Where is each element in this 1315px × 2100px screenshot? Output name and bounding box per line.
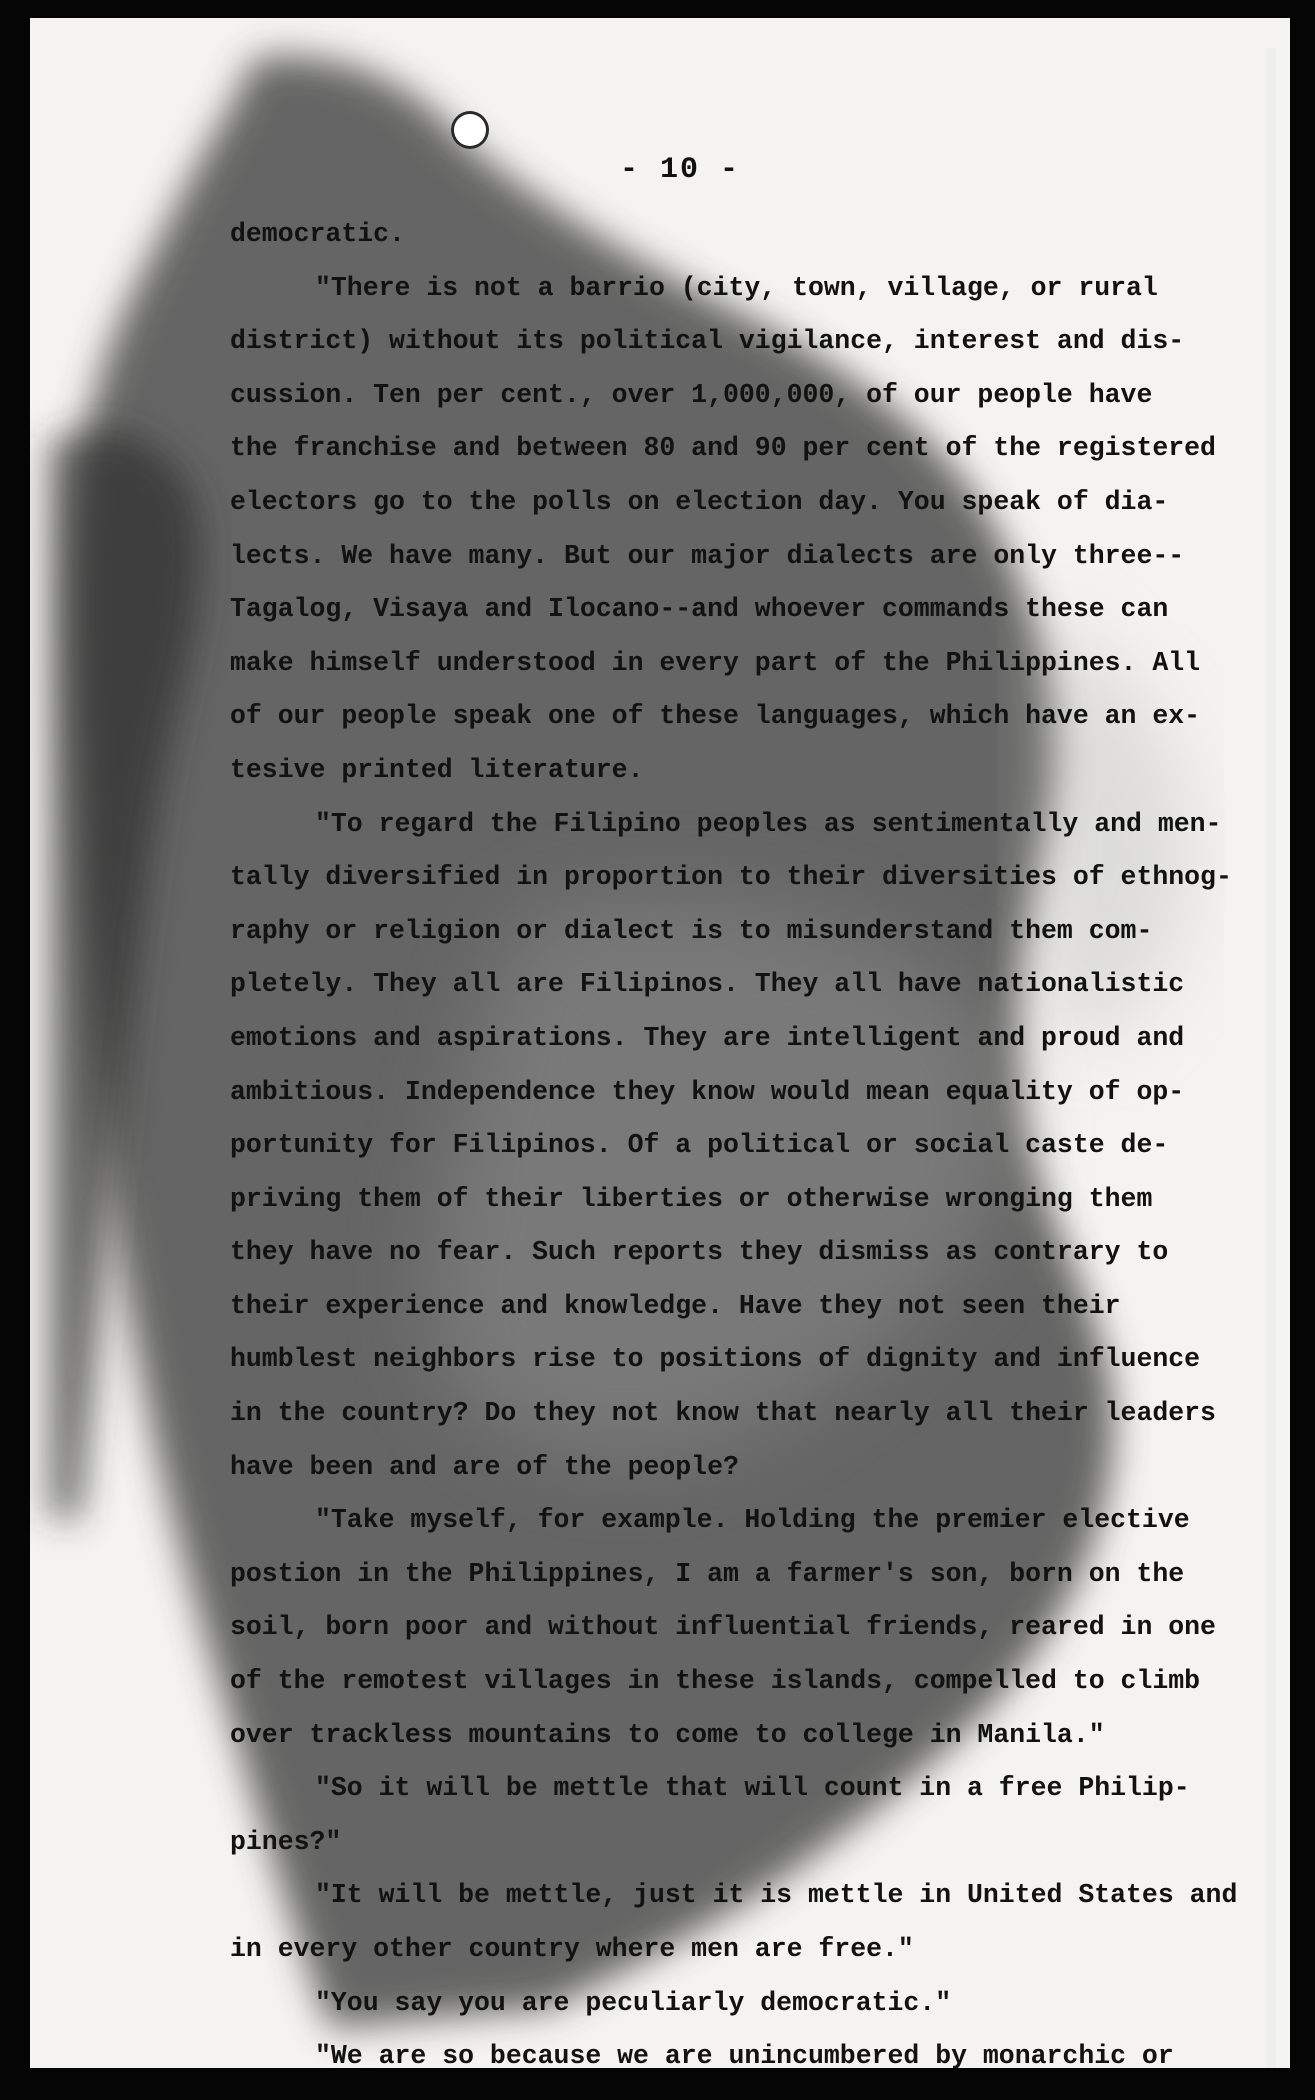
document-page bbox=[30, 18, 1290, 2068]
paragraph bbox=[230, 1869, 1238, 1976]
text-line: "Take myself, for example. Holding the premier elective bbox=[315, 1505, 1190, 1536]
paragraph bbox=[230, 262, 1230, 798]
text-line: ambitious. Independence they know would mean equality of op- bbox=[230, 1076, 1185, 1107]
text-line: "There is not a barrio (city, town, village, or rural bbox=[315, 272, 1158, 303]
text-line: of the remotest villages in these islands, compelled to climb bbox=[230, 1666, 1201, 1697]
text-line: they have no fear. Such reports they dismiss as contrary to bbox=[230, 1237, 1169, 1268]
text-line: in every other country where men are free." bbox=[230, 1934, 914, 1964]
paragraph bbox=[230, 2030, 1230, 2068]
paragraph bbox=[230, 1494, 1230, 1762]
text-line: lects. We have many. But our major dialects are only three-- bbox=[230, 540, 1185, 571]
text-line: "To regard the Filipino peoples as sentimentally and men- bbox=[315, 808, 1222, 839]
text-line: pletely. They all are Filipinos. They all have nationalistic bbox=[230, 969, 1185, 1000]
text-line: soil, born poor and without influential friends, reared in one bbox=[230, 1612, 1216, 1643]
text-line: "It will be mettle, just it is mettle in United States and bbox=[315, 1880, 1238, 1911]
text-line: pines?" bbox=[230, 1826, 342, 1857]
text-line: portunity for Filipinos. Of a political or social caste de- bbox=[230, 1130, 1169, 1161]
text-line: tesive printed literature. bbox=[230, 754, 644, 785]
text-line: in the country? Do they not know that nearly all their leaders bbox=[230, 1398, 1216, 1429]
text-line: their experience and knowledge. Have they not seen their bbox=[230, 1290, 1121, 1321]
text-line: have been and are of the people? bbox=[230, 1451, 739, 1482]
paragraph bbox=[230, 1762, 1230, 1869]
text-line: of our people speak one of these languages, which have an ex- bbox=[230, 701, 1201, 732]
text-line: tally diversified in proportion to their diversities of ethnog- bbox=[230, 862, 1232, 893]
paragraph bbox=[230, 1977, 1230, 2031]
text-line: cussion. Ten per cent., over 1,000,000, of our people have bbox=[230, 379, 1153, 410]
text-line: district) without its political vigilance, interest and dis- bbox=[230, 326, 1185, 357]
text-line: priving them of their liberties or otherwise wronging them bbox=[230, 1183, 1153, 1214]
body-text bbox=[230, 208, 1238, 2068]
text-line: make himself understood in every part of the Philippines. All bbox=[230, 647, 1201, 678]
text-line: "You say you are peculiarly democratic." bbox=[315, 1987, 952, 2018]
paragraph bbox=[230, 208, 1230, 262]
text-line: the franchise and between 80 and 90 per cent of the registered bbox=[230, 433, 1216, 464]
paragraph bbox=[230, 798, 1230, 1495]
text-line: democratic. bbox=[230, 219, 405, 249]
text-line: raphy or religion or dialect is to misunderstand them com- bbox=[230, 915, 1153, 946]
text-line: humblest neighbors rise to positions of dignity and influence bbox=[230, 1344, 1201, 1375]
page-number: - 10 - bbox=[619, 153, 741, 187]
text-line: postion in the Philippines, I am a farmer's son, born on the bbox=[230, 1558, 1185, 1589]
text-line: "We are so because we are unincumbered by monarchic or bbox=[315, 2041, 1174, 2068]
page-edge bbox=[1266, 48, 1276, 2068]
text-line: over trackless mountains to come to college in Manila." bbox=[230, 1719, 1105, 1750]
text-line: "So it will be mettle that will count in a free Philip- bbox=[315, 1773, 1190, 1804]
text-line: electors go to the polls on election day. You speak of dia- bbox=[230, 486, 1169, 517]
text-line: emotions and aspirations. They are intelligent and proud and bbox=[230, 1022, 1185, 1053]
text-line: Tagalog, Visaya and Ilocano--and whoever commands these can bbox=[230, 594, 1169, 625]
punch-hole bbox=[451, 111, 489, 149]
